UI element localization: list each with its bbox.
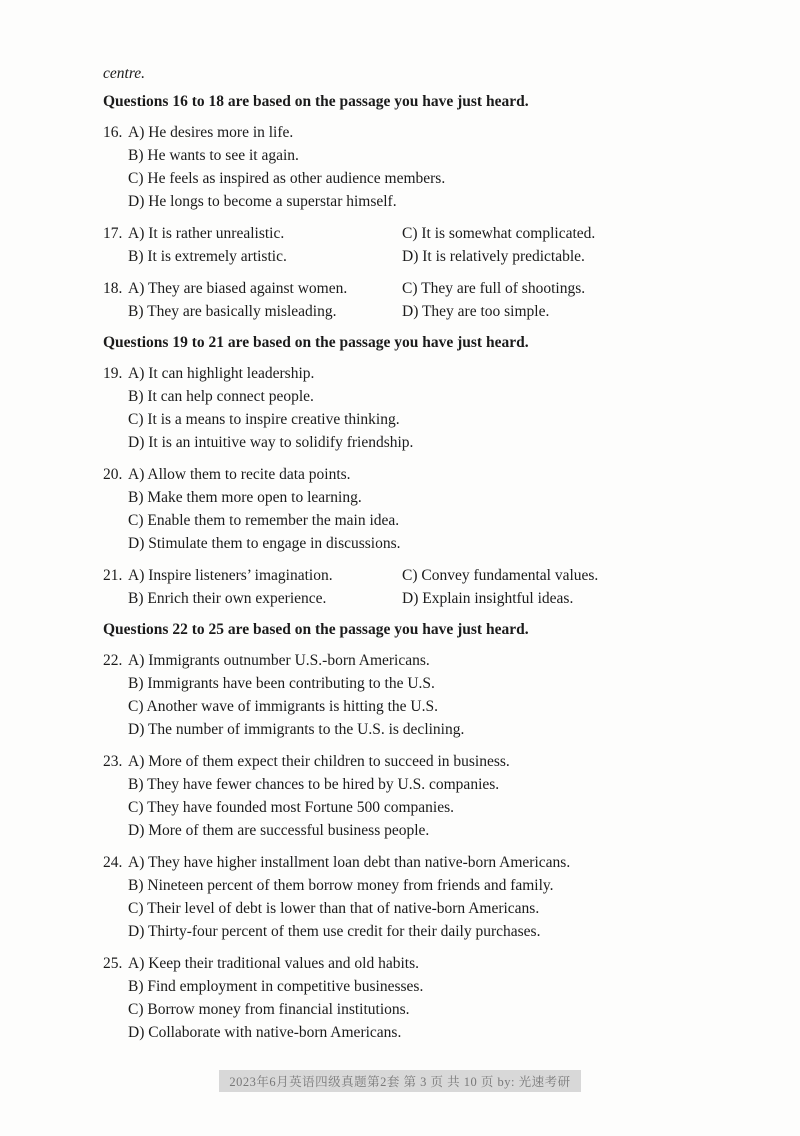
option-c: C) It is a means to inspire creative thinking. — [128, 411, 400, 428]
question-20 — [103, 463, 725, 555]
question-number — [103, 408, 128, 431]
question-number: 22. — [103, 652, 123, 669]
option-a: A) Immigrants outnumber U.S.-born Americans. — [128, 652, 430, 669]
option-b: B) Make them more open to learning. — [128, 489, 362, 506]
question-number — [103, 695, 128, 718]
option-b: B) They are basically misleading. — [128, 303, 337, 320]
question-number: 19. — [103, 365, 123, 382]
option-a: A) They have higher installment loan debt than native-born Americans. — [128, 854, 571, 871]
question-18 — [103, 277, 725, 323]
question-line — [103, 874, 725, 897]
question-24 — [103, 851, 725, 943]
option-d: D) Collaborate with native-born Americans. — [128, 1024, 402, 1041]
question-line — [103, 121, 725, 144]
option-c: C) Another wave of immigrants is hitting the U.S. — [128, 698, 438, 715]
question-line — [103, 408, 725, 431]
page-footer — [0, 1070, 800, 1092]
option-c: C) Convey fundamental values. — [402, 567, 599, 584]
option-c: C) They have founded most Fortune 500 companies. — [128, 799, 455, 816]
question-number — [103, 431, 128, 454]
question-number — [103, 718, 128, 741]
question-number — [103, 509, 128, 532]
question-number — [103, 773, 128, 796]
question-21 — [103, 564, 725, 610]
question-number — [103, 897, 128, 920]
question-number — [103, 796, 128, 819]
question-25 — [103, 952, 725, 1044]
question-number: 16. — [103, 124, 123, 141]
question-line — [103, 773, 725, 796]
option-c: C) They are full of shootings. — [402, 280, 586, 297]
question-number — [103, 144, 128, 167]
question-line — [103, 564, 725, 587]
option-a: A) They are biased against women. — [128, 280, 348, 297]
question-line — [103, 897, 725, 920]
question-number — [103, 385, 128, 408]
question-line — [103, 718, 725, 741]
question-number: 24. — [103, 854, 123, 871]
option-d: D) The number of immigrants to the U.S. is declining. — [128, 721, 465, 738]
question-line — [103, 277, 725, 300]
option-d: D) Stimulate them to engage in discussions. — [128, 535, 401, 552]
option-c: C) He feels as inspired as other audience members. — [128, 170, 446, 187]
option-b: B) Immigrants have been contributing to the U.S. — [128, 675, 435, 692]
option-b: B) It can help connect people. — [128, 388, 314, 405]
question-line — [103, 920, 725, 943]
question-19 — [103, 362, 725, 454]
question-line — [103, 362, 725, 385]
question-number: 25. — [103, 955, 123, 972]
question-line — [103, 851, 725, 874]
question-number — [103, 1021, 128, 1044]
continuation-text: centre. — [103, 65, 146, 82]
question-number — [103, 975, 128, 998]
question-line — [103, 532, 725, 555]
option-b: B) Find employment in competitive businesses. — [128, 978, 424, 995]
question-line — [103, 952, 725, 975]
option-d: D) Explain insightful ideas. — [402, 590, 574, 607]
section-heading: Questions 22 to 25 are based on the passage you have just heard. — [103, 621, 529, 638]
question-17 — [103, 222, 725, 268]
option-d: D) They are too simple. — [402, 303, 550, 320]
question-number — [103, 819, 128, 842]
section-heading: Questions 19 to 21 are based on the passage you have just heard. — [103, 334, 529, 351]
question-line — [103, 463, 725, 486]
content — [103, 63, 725, 1053]
option-c: C) Enable them to remember the main idea. — [128, 512, 400, 529]
question-line — [103, 509, 725, 532]
option-a: A) Allow them to recite data points. — [128, 466, 351, 483]
sections-container — [103, 91, 725, 1044]
question-number — [103, 920, 128, 943]
question-number — [103, 874, 128, 897]
question-number — [103, 167, 128, 190]
option-b: B) They have fewer chances to be hired by U.S. companies. — [128, 776, 500, 793]
question-number — [103, 245, 128, 268]
question-number — [103, 486, 128, 509]
question-number — [103, 190, 128, 213]
question-number — [103, 672, 128, 695]
question-number: 17. — [103, 225, 123, 242]
option-c: C) It is somewhat complicated. — [402, 225, 596, 242]
question-number — [103, 587, 128, 610]
question-number: 21. — [103, 567, 123, 584]
option-c: C) Their level of debt is lower than that of native-born Americans. — [128, 900, 540, 917]
option-a: A) He desires more in life. — [128, 124, 294, 141]
option-b: B) He wants to see it again. — [128, 147, 299, 164]
option-b: B) Nineteen percent of them borrow money from friends and family. — [128, 877, 554, 894]
question-line — [103, 998, 725, 1021]
option-a: A) Inspire listeners’ imagination. — [128, 567, 333, 584]
option-a: A) Keep their traditional values and old habits. — [128, 955, 419, 972]
question-number: 23. — [103, 753, 123, 770]
question-line — [103, 431, 725, 454]
question-line — [103, 385, 725, 408]
option-a: A) It is rather unrealistic. — [128, 225, 285, 242]
question-number — [103, 300, 128, 323]
option-d: D) He longs to become a superstar himself. — [128, 193, 397, 210]
option-b: B) Enrich their own experience. — [128, 590, 327, 607]
question-number — [103, 998, 128, 1021]
question-line — [103, 1021, 725, 1044]
option-d: D) It is an intuitive way to solidify friendship. — [128, 434, 414, 451]
question-line — [103, 167, 725, 190]
option-a: A) More of them expect their children to succeed in business. — [128, 753, 510, 770]
question-line — [103, 695, 725, 718]
question-line — [103, 672, 725, 695]
question-22 — [103, 649, 725, 741]
question-line — [103, 975, 725, 998]
question-line — [103, 144, 725, 167]
question-line — [103, 486, 725, 509]
question-line — [103, 245, 725, 268]
question-number — [103, 532, 128, 555]
question-number: 20. — [103, 466, 123, 483]
option-a: A) It can highlight leadership. — [128, 365, 315, 382]
option-b: B) It is extremely artistic. — [128, 248, 287, 265]
question-23 — [103, 750, 725, 842]
question-16 — [103, 121, 725, 213]
question-line — [103, 300, 725, 323]
question-line — [103, 222, 725, 245]
question-line — [103, 796, 725, 819]
section-heading: Questions 16 to 18 are based on the passage you have just heard. — [103, 93, 529, 110]
option-d: D) More of them are successful business people. — [128, 822, 430, 839]
option-d: D) It is relatively predictable. — [402, 248, 585, 265]
question-number: 18. — [103, 280, 123, 297]
question-line — [103, 750, 725, 773]
option-c: C) Borrow money from financial institutions. — [128, 1001, 410, 1018]
option-d: D) Thirty-four percent of them use credit for their daily purchases. — [128, 923, 541, 940]
question-line — [103, 649, 725, 672]
question-line — [103, 190, 725, 213]
footer-text: 2023年6月英语四级真题第2套 第 3 页 共 10 页 by: 光速考研 — [219, 1070, 580, 1092]
question-line — [103, 587, 725, 610]
question-line — [103, 819, 725, 842]
